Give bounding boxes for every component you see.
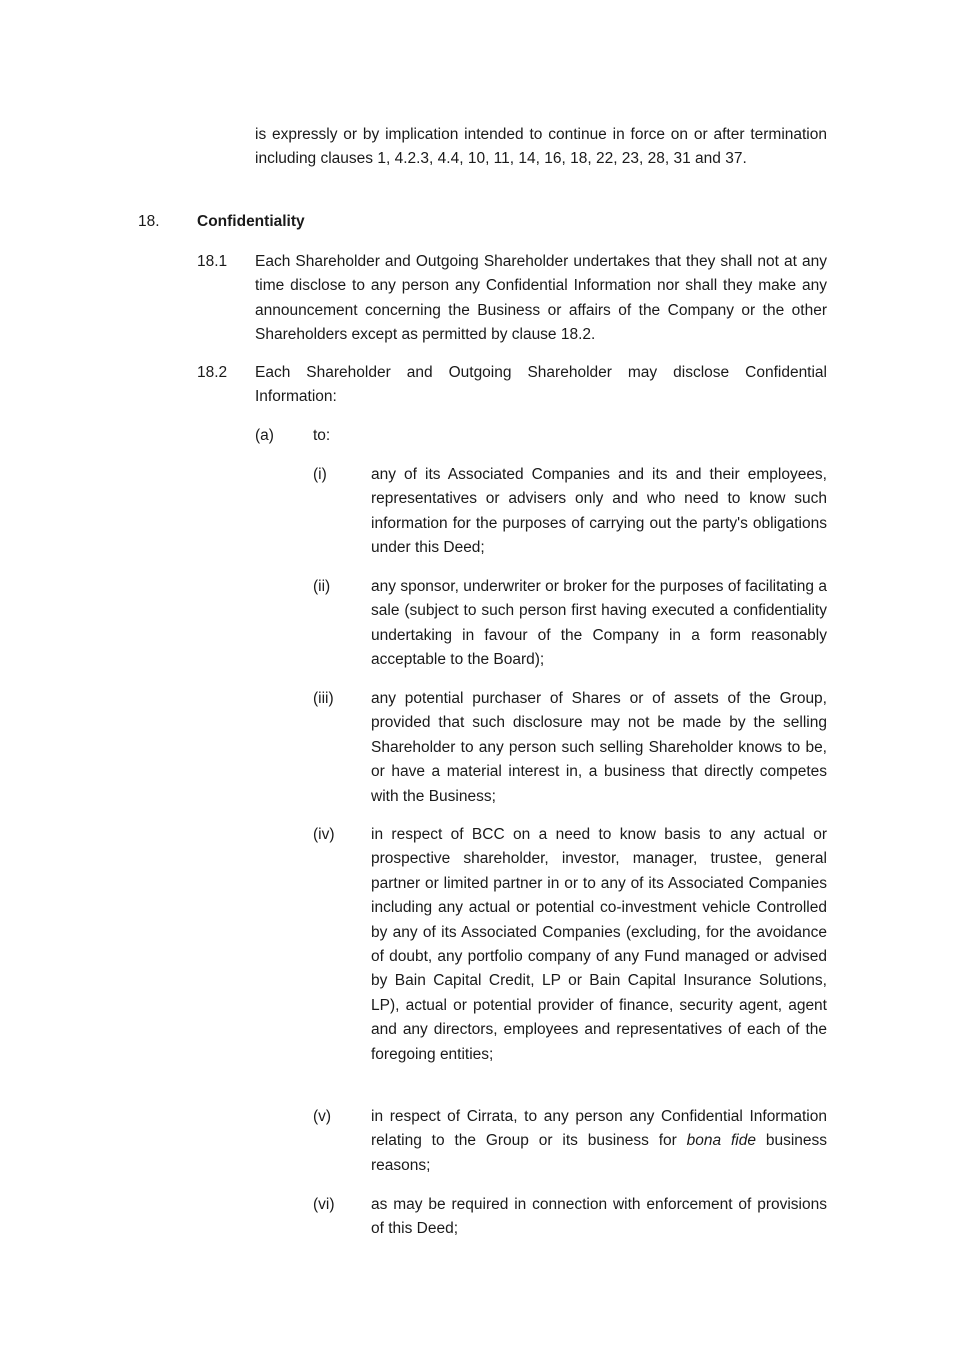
clause-18-1-number: 18.1 [197, 253, 228, 270]
clause-18-2-number: 18.2 [197, 364, 228, 381]
clause-18-2-text: Each Shareholder and Outgoing Shareholder may disclose Confidential Information: [255, 364, 827, 406]
clause-18-1-text: Each Shareholder and Outgoing Shareholder undertakes that they shall not at any time disclose to any person any Confidential Information nor shall they make any announcement concerning the Business or affairs of the Company or the other Shareholders except as permitted by clause 18.2. [255, 253, 827, 344]
item-ii-number: (ii) [313, 578, 331, 595]
item-v-text-italic: bona fide [686, 1132, 756, 1150]
item-ii-text: any sponsor, underwriter or broker for the purposes of facilitating a sale (subject to such person first having executed a confidentiality undertaking in favour of the Company in a form reasonably acceptable to the Board); [371, 578, 827, 669]
item-i-number: (i) [313, 466, 327, 483]
item-vi-text: as may be required in connection with enforcement of provisions of this Deed; [371, 1196, 827, 1238]
item-i-text: any of its Associated Companies and its and their employees, representatives or advisers only and who need to know such information for the purposes of carrying out the party's obligations under this Deed; [371, 466, 827, 557]
item-v-text [371, 1105, 827, 1178]
para-a-text: to: [313, 427, 331, 444]
item-iii-number: (iii) [313, 690, 334, 707]
item-iv-number: (iv) [313, 826, 335, 843]
item-vi-number: (vi) [313, 1196, 335, 1213]
item-v-text-after: business reasons; [371, 1132, 828, 1174]
item-v-text-before: in respect of Cirrata, to any person any Confidential Information relating to the Group or its business for [371, 1108, 827, 1150]
para-a-number: (a) [255, 427, 274, 444]
continuation-paragraph: is expressly or by implication intended to continue in force on or after termination including clauses 1, 4.2.3, 4.4, 10, 11, 14, 16, 18, 22, 23, 28, 31 and 37. [255, 126, 827, 168]
item-iv-text: in respect of BCC on a need to know basis to any actual or prospective shareholder, investor, manager, trustee, general partner or limited partner in or to any of its Associated Companies including any actual or potential co-investment vehicle Controlled by any of its Associated Companies (excluding, for the avoidance of doubt, any portfolio company of any Fund managed or advised by Bain Capital Credit, LP or Bain Capital Insurance Solutions, LP), actual or potential provider of finance, security agent, agent and any directors, employees and representatives of each of the foregoing entities; [371, 826, 827, 1063]
section-title: Confidentiality [197, 213, 305, 230]
section-number: 18. [138, 213, 160, 230]
item-iii-text: any potential purchaser of Shares or of assets of the Group, provided that such disclosure may not be made by the selling Shareholder to any person such selling Shareholder knows to be, or have a material interest in, a business that directly competes with the Business; [371, 690, 827, 805]
item-v-number: (v) [313, 1108, 332, 1125]
